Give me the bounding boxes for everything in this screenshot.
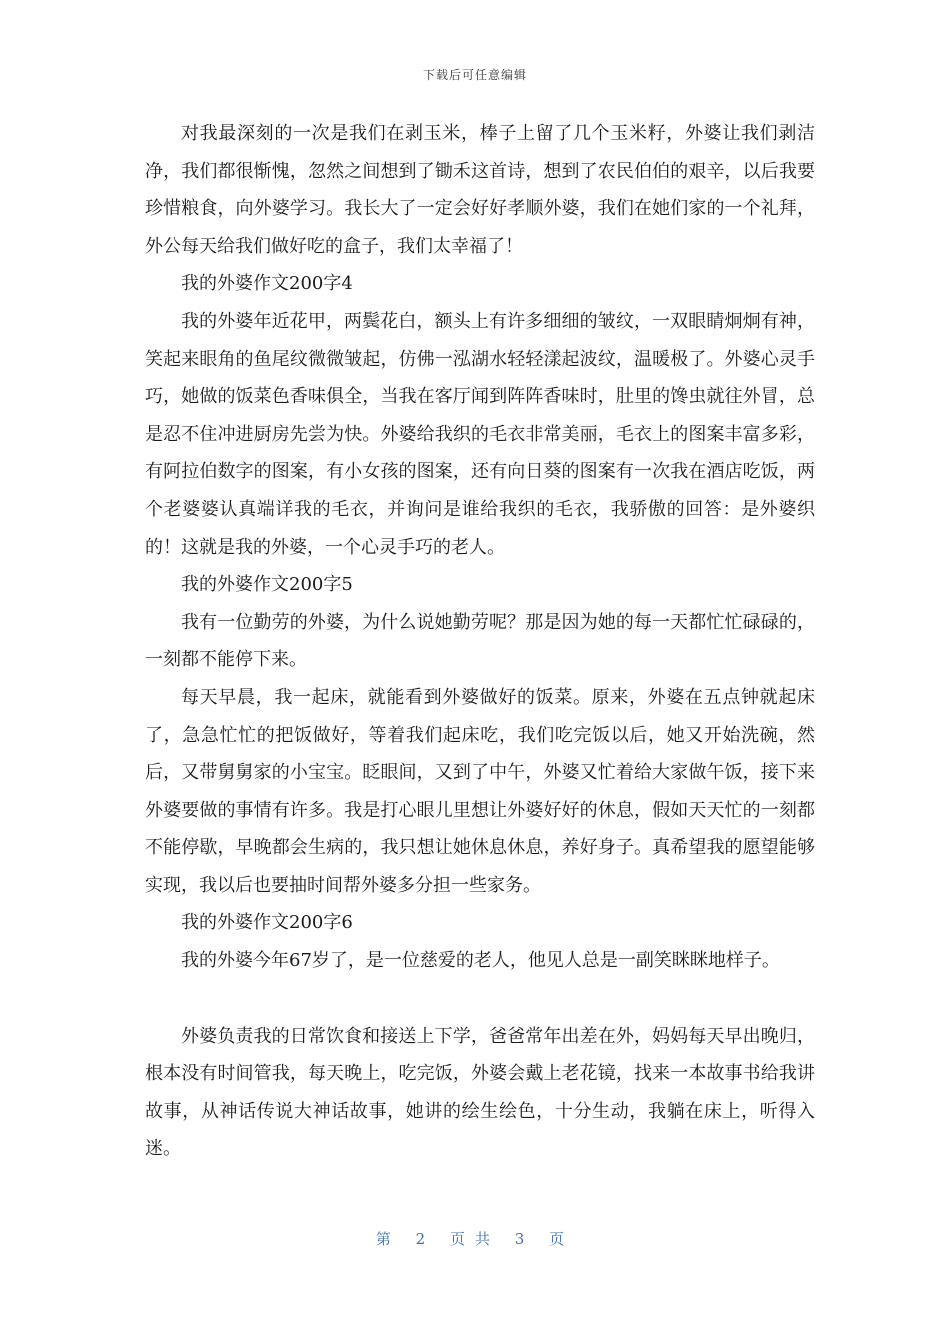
section-heading: 我的外婆作文200字4 [181,273,353,295]
section-heading: 我的外婆作文200字6 [181,912,353,934]
page-header: 下载后可任意编辑 [422,68,527,82]
paragraph: 每天早晨，我一起床，就能看到外婆做好的饭菜。原来，外婆在五点钟就起床了，急急忙忙的把饭做好，等着我们起床吃，我们吃完饭以后，她又开始洗碗，然后，又带舅舅家的小宝宝。眨眼间，又到了中午，外婆又忙着给大家做午饭，接下来外婆要做的事情有许多。我是打心眼儿里想让外婆好好的休息，假如天天忙的一刻都不能停歇，早晚都会生病的，我只想让她休息休息，养好身子。真希望我的愿望能够实现，我以后也要抽时间帮外婆多分担一些家务。 [145,686,815,896]
paragraph: 我的外婆今年67岁了，是一位慈爱的老人，他见人总是一副笑眯眯地样子。 [181,950,780,972]
blank-line [145,980,815,1018]
page-footer: 第 2 页共 3 页 [375,1230,575,1248]
paragraph: 外婆负责我的日常饮食和接送上下学，爸爸常年出差在外，妈妈每天早出晚归，根本没有时间管我，每天晚上，吃完饭，外婆会戴上老花镜，找来一本故事书给我讲故事，从神话传说大神话故事，她讲的绘生绘色，十分生动，我躺在床上，听得入迷。 [145,1025,815,1160]
paragraph: 我的外婆年近花甲，两鬓花白，额头上有许多细细的皱纹，一双眼睛炯炯有神，笑起来眼角的鱼尾纹微微皱起，仿佛一泓湖水轻轻漾起波纹，温暖极了。外婆心灵手巧，她做的饭菜色香味俱全，当我在客厅闻到阵阵香味时，肚里的馋虫就往外冒，总是忍不住冲进厨房先尝为快。外婆给我织的毛衣非常美丽，毛衣上的图案丰富多彩，有阿拉伯数字的图案，有小女孩的图案，还有向日葵的图案有一次我在酒店吃饭，两个老婆婆认真端详我的毛衣，并询问是谁给我织的毛衣，我骄傲的回答：是外婆织的！这就是我的外婆，一个心灵手巧的老人。 [145,310,815,558]
paragraph: 对我最深刻的一次是我们在剥玉米，棒子上留了几个玉米籽，外婆让我们剥洁净，我们都很惭愧，忽然之间想到了锄禾这首诗，想到了农民伯伯的艰辛，以后我要珍惜粮食，向外婆学习。我长大了一定会好好孝顺外婆，我们在她们家的一个礼拜，外公每天给我们做好吃的盒子，我们太幸福了！ [145,123,815,257]
section-heading: 我的外婆作文200字5 [181,574,353,596]
document-body [145,115,815,1168]
paragraph: 我有一位勤劳的外婆，为什么说她勤劳呢？那是因为她的每一天都忙忙碌碌的，一刻都不能停下来。 [145,611,815,671]
